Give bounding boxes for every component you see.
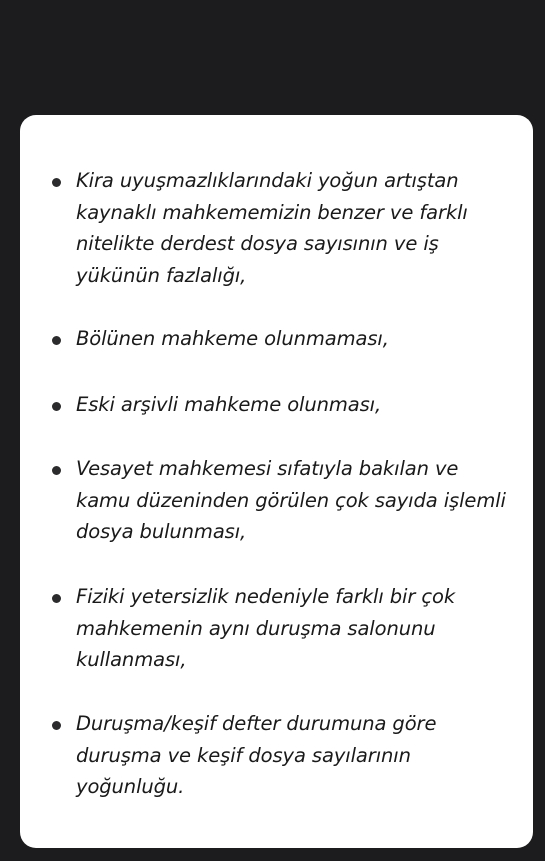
list-item-text: Eski arşivli mahkeme olunması, xyxy=(76,393,382,416)
bullet-icon xyxy=(52,466,61,475)
bullet-icon xyxy=(52,594,61,603)
bullet-icon xyxy=(52,402,61,411)
content-card xyxy=(20,115,533,848)
list-item-text: Duruşma/keşif defter durumuna göre duruşma ve keşif dosya sayılarının yoğunluğu. xyxy=(76,712,437,798)
list-item-text: Kira uyuşmazlıklarındaki yoğun artıştan kaynaklı mahkememizin benzer ve farklı nitelikte derdest dosya sayısının ve iş yükünün fazlalığı, xyxy=(76,169,468,287)
bullet-icon xyxy=(52,178,61,187)
bullet-icon xyxy=(52,336,61,345)
list-item-text: Bölünen mahkeme olunmaması, xyxy=(76,327,389,350)
list-item-text: Vesayet mahkemesi sıfatıyla bakılan ve kamu düzeninden görülen çok sayıda işlemli dosya bulunması, xyxy=(76,457,506,543)
bullet-icon xyxy=(52,721,61,730)
list-item-text: Fiziki yetersizlik nedeniyle farklı bir çok mahkemenin aynı duruşma salonunu kullanması, xyxy=(76,585,456,671)
